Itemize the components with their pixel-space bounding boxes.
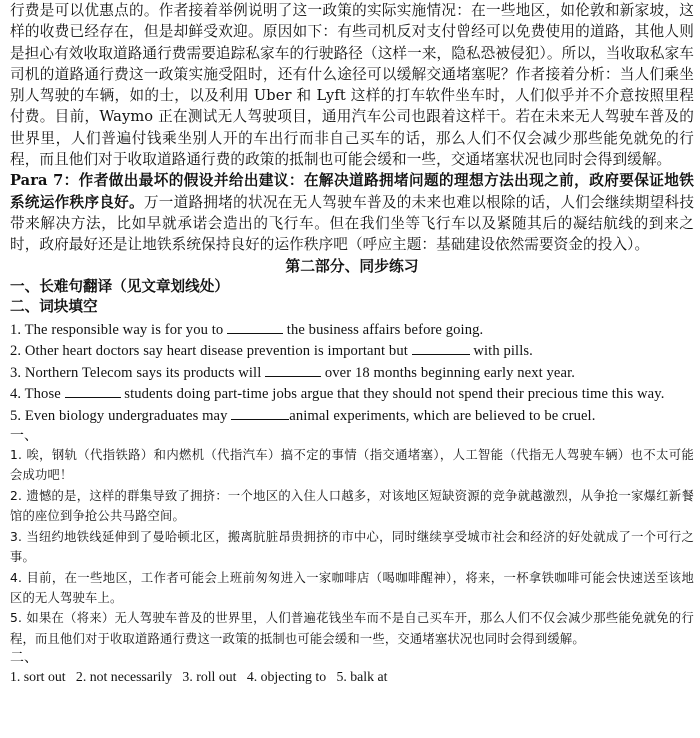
fill-blank-item: 1. The responsible way is for you to the business affairs before going. bbox=[10, 321, 484, 338]
fill-blank-item: 3. Northern Telecom says its products will over 18 months beginning early next year. bbox=[10, 364, 575, 381]
translation-answer: 1. 唉，钢轨（代指铁路）和内燃机（代指汽车）搞不定的事情（指交通堵塞），人工智能（代指无人驾驶车辆）也不太可能会成功吧！ bbox=[10, 448, 694, 483]
para7-paragraph bbox=[10, 170, 694, 255]
section1-heading: 一、长难句翻译（见文章划线处） bbox=[10, 277, 229, 295]
fill-blank-item: 2. Other heart doctors say heart disease prevention is important but with pills. bbox=[10, 343, 533, 360]
blank-answers: 1. sort out 2. not necessarily 3. roll out 4. objecting to 5. balk at bbox=[10, 669, 388, 685]
blank-line[interactable] bbox=[231, 407, 289, 420]
translation-answer: 4. 目前，在一些地区，工作者可能会上班前匆匆进入一家咖啡店（喝咖啡醒神），将来，一杯拿铁咖啡可能会快速送至该地区的无人驾驶车上。 bbox=[10, 570, 694, 605]
fill-blank-list bbox=[10, 320, 694, 428]
translation-answer-list bbox=[10, 445, 694, 649]
para7-body: 万一道路拥堵的状况在无人驾驶车普及的未来也难以根除的话，人们会继续期望科技带来解决方法，比如早就承诺会造出的飞行车。但在我们坐等飞行车以及紧随其后的凝结航线的到来之时，政府最好还是让地铁系统保持良好的运作秩序吧（呼应主题：基础建设依然需要资金的投入）。 bbox=[10, 193, 695, 254]
translation-answer: 5. 如果在（将来）无人驾驶车普及的世界里，人们普遍花钱坐车而不是自己买车开，那么人们不仅会减少那些能免就免的行程，而且他们对于收取道路通行费这一政策的抵制也可能会缓和一些，交通堵塞状况也同时会得到缓解。 bbox=[10, 611, 694, 646]
section2-heading: 二、词块填空 bbox=[10, 297, 98, 315]
answers-heading-2: 二、 bbox=[10, 650, 38, 667]
blank-line[interactable] bbox=[227, 321, 283, 334]
translation-answer: 2. 遗憾的是，这样的群集导致了拥挤：一个地区的入住人口越多，对该地区短缺资源的竞争就越激烈，从争抢一家爆红新餐馆的座位到争抢公共马路空间。 bbox=[10, 488, 694, 524]
fill-blank-item: 4. Those students doing part-time jobs argue that they should not spend their precious time this way. bbox=[10, 386, 665, 403]
intro-paragraph: 行费是可以优惠点的。作者接着举例说明了这一政策的实际实施情况：在一些地区，如伦敦和新家坡，这样的收费已经存在，但是却鲜受欢迎。原因如下：有些司机反对支付曾经可以免费使用的道路，其他人则是担心有效收取道路通行费需要追踪私家车的行驶路径（这样一来，隐私恐被侵犯）。所以，当收取私家车司机的道路通行费这一政策实施受阻时，还有什么途径可以缓解交通堵塞呢？作者接着分析：当人们乘坐别人驾驶的车辆，如的士，以及利用 Uber 和 Lyft 这样的打车软件坐车时，人们似乎并不介意按照里程付费。目前，Waymo 正在测试无人驾驶项目，通用汽车公司也跟着这样干。若在未来无人驾驶车普及的世界里，人们普遍付钱乘坐别人开的车出行而非自己买车的话，那么人们不仅会减少那些能免就免的行程，而且他们对于收取道路通行费的政策的抵制也可能会缓和一些，交通堵塞状况也同时会得到缓解。 bbox=[10, 2, 694, 169]
blank-line[interactable] bbox=[265, 364, 321, 377]
para7-label: Para 7：作者做出最坏的假设并给出建议：在解决道路拥堵问题的理想方法出现之前，政府要保证地铁系统运作秩序良好。 bbox=[10, 172, 694, 211]
part-title: 第二部分、同步练习 bbox=[285, 257, 419, 275]
answers-heading-1: 一、 bbox=[10, 428, 38, 445]
blank-line[interactable] bbox=[412, 342, 470, 355]
fill-blank-item: 5. Even biology undergraduates may animal experiments, which are believed to be cruel. bbox=[10, 407, 596, 424]
translation-answer: 3. 当纽约地铁线延伸到了曼哈顿北区，搬离肮脏昂贵拥挤的市中心，同时继续享受城市社会和经济的好处就成了一个可行之事。 bbox=[10, 529, 694, 565]
blank-line[interactable] bbox=[65, 385, 121, 398]
